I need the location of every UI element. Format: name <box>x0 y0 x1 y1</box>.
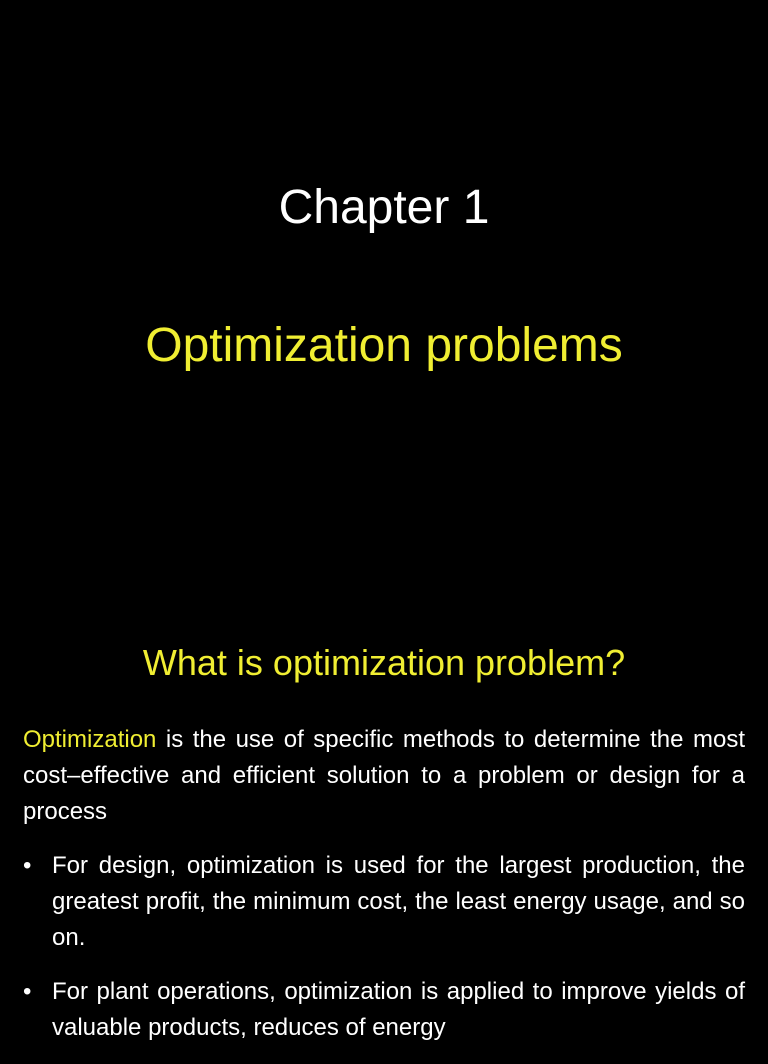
definition-term: Optimization <box>23 726 157 753</box>
content-slide <box>0 578 768 1041</box>
bullet-text: For design, optimization is used for the largest production, the greatest profit, the minimum cost, the least energy usage, and so on. <box>52 852 745 951</box>
bullet-text: For plant operations, optimization is applied to improve yields of valuable products, reduces of energy <box>52 978 745 1041</box>
bullet-marker: • <box>23 978 32 1005</box>
bullet-marker: • <box>23 852 32 879</box>
chapter-subtitle: Optimization problems <box>145 319 623 372</box>
definition-paragraph <box>23 722 745 830</box>
chapter-title: Chapter 1 <box>278 181 490 234</box>
bullet-list <box>23 848 745 1064</box>
slide-heading: What is optimization problem? <box>142 642 626 683</box>
definition-text: is the use of specific methods to determine the most cost–effective and efficient solution to a problem or design for a process <box>23 726 745 825</box>
bullet-item <box>23 848 745 956</box>
bullet-item <box>23 974 745 1046</box>
